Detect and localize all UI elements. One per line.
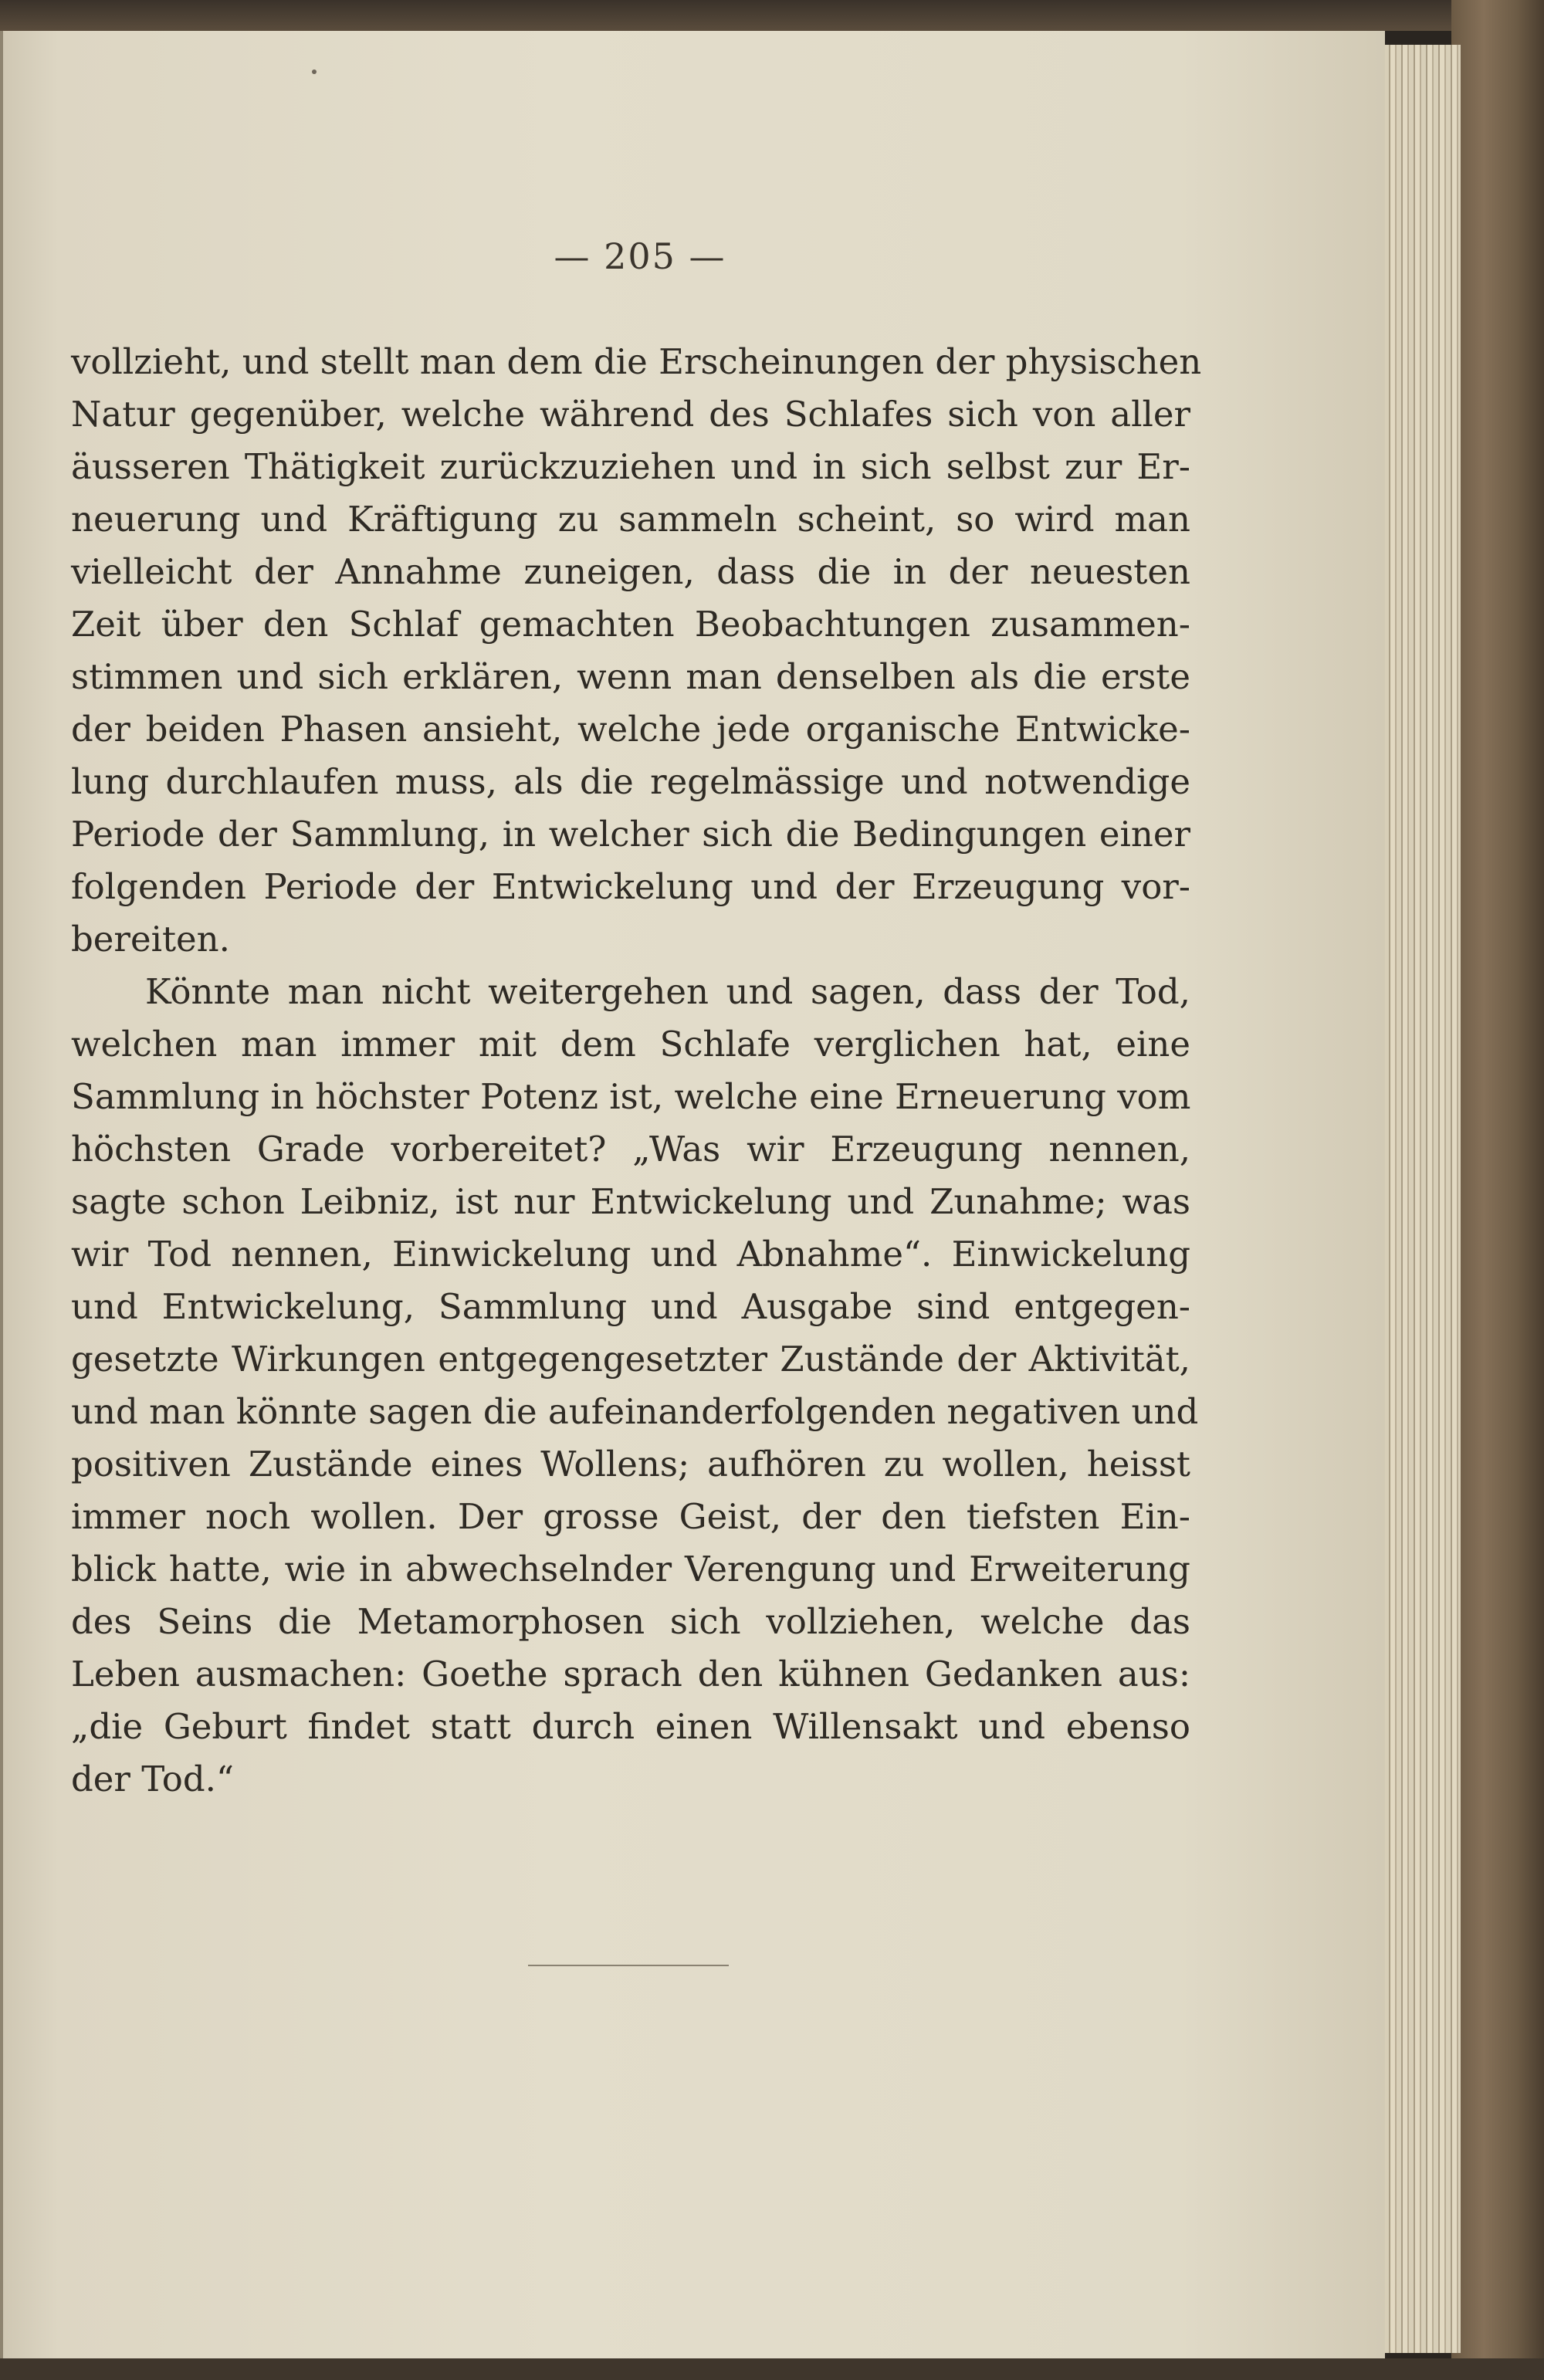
text-line: Periode der Sammlung, in welcher sich die Bedingungen einer [71, 814, 1190, 855]
text-line: Könnte man nicht weitergehen und sagen, dass der Tod, [145, 971, 1190, 1012]
paragraph [71, 336, 1202, 966]
text-line: welchen man immer mit dem Schlafe verglichen hat, eine [71, 1024, 1190, 1065]
text-line: „die Geburt findet statt durch einen Willensakt und ebenso [71, 1706, 1190, 1747]
text-line: und Entwickelung, Sammlung und Ausgabe sind entgegen- [71, 1286, 1190, 1327]
book-cover-top [0, 0, 1544, 31]
text-line: höchsten Grade vorbereitet? „Was wir Erzeugung nennen, [71, 1129, 1190, 1170]
text-line: wir Tod nennen, Einwickelung und Abnahme“. Einwickelung [71, 1234, 1190, 1275]
text-line: der Tod.“ [71, 1759, 234, 1799]
text-line: gesetzte Wirkungen entgegengesetzter Zustände der Aktivität, [71, 1339, 1190, 1380]
text-line: äusseren Thätigkeit zurückzuziehen und in sich selbst zur Er- [71, 446, 1190, 487]
text-line: Sammlung in höchster Potenz ist, welche eine Erneuerung vom [71, 1076, 1191, 1117]
text-line: positiven Zustände eines Wollens; aufhören zu wollen, heisst [71, 1444, 1190, 1485]
book-page [0, 31, 1385, 2358]
text-line: Natur gegenüber, welche während des Schlafes sich von aller [71, 394, 1190, 435]
print-speck [312, 69, 317, 74]
page-number: — 205 — [554, 235, 726, 277]
text-line: der beiden Phasen ansieht, welche jede organische Entwicke- [71, 709, 1190, 750]
book-cover-spine-edge [1451, 0, 1544, 2380]
text-line: stimmen und sich erklären, wenn man denselben als die erste [71, 656, 1190, 697]
book-cover-bottom [0, 2358, 1544, 2380]
text-line: des Seins die Metamorphosen sich vollziehen, welche das [71, 1601, 1190, 1642]
text-line: und man könnte sagen die aufeinanderfolgenden negativen und [71, 1391, 1199, 1432]
text-line: Zeit über den Schlaf gemachten Beobachtungen zusammen- [71, 604, 1190, 645]
text-line: vollzieht, und stellt man dem die Erscheinungen der physischen [71, 341, 1202, 382]
body-text [71, 336, 1202, 1806]
text-line: vielleicht der Annahme zuneigen, dass die in der neuesten [71, 551, 1190, 592]
text-line: Leben ausmachen: Goethe sprach den kühnen Gedanken aus: [71, 1654, 1190, 1694]
text-line: blick hatte, wie in abwechselnder Verengung und Erweiterung [71, 1549, 1190, 1589]
text-line: immer noch wollen. Der grosse Geist, der den tiefsten Ein- [71, 1496, 1190, 1537]
text-line: lung durchlaufen muss, als die regelmässige und notwendige [71, 761, 1190, 802]
text-line: bereiten. [71, 919, 230, 960]
text-line: folgenden Periode der Entwickelung und der Erzeugung vor- [71, 866, 1190, 907]
end-rule [528, 1965, 729, 1966]
text-line: neuerung und Kräftigung zu sammeln scheint, so wird man [71, 499, 1190, 540]
text-line: sagte schon Leibniz, ist nur Entwickelung und Zunahme; was [71, 1181, 1190, 1222]
paragraph [71, 966, 1199, 1806]
